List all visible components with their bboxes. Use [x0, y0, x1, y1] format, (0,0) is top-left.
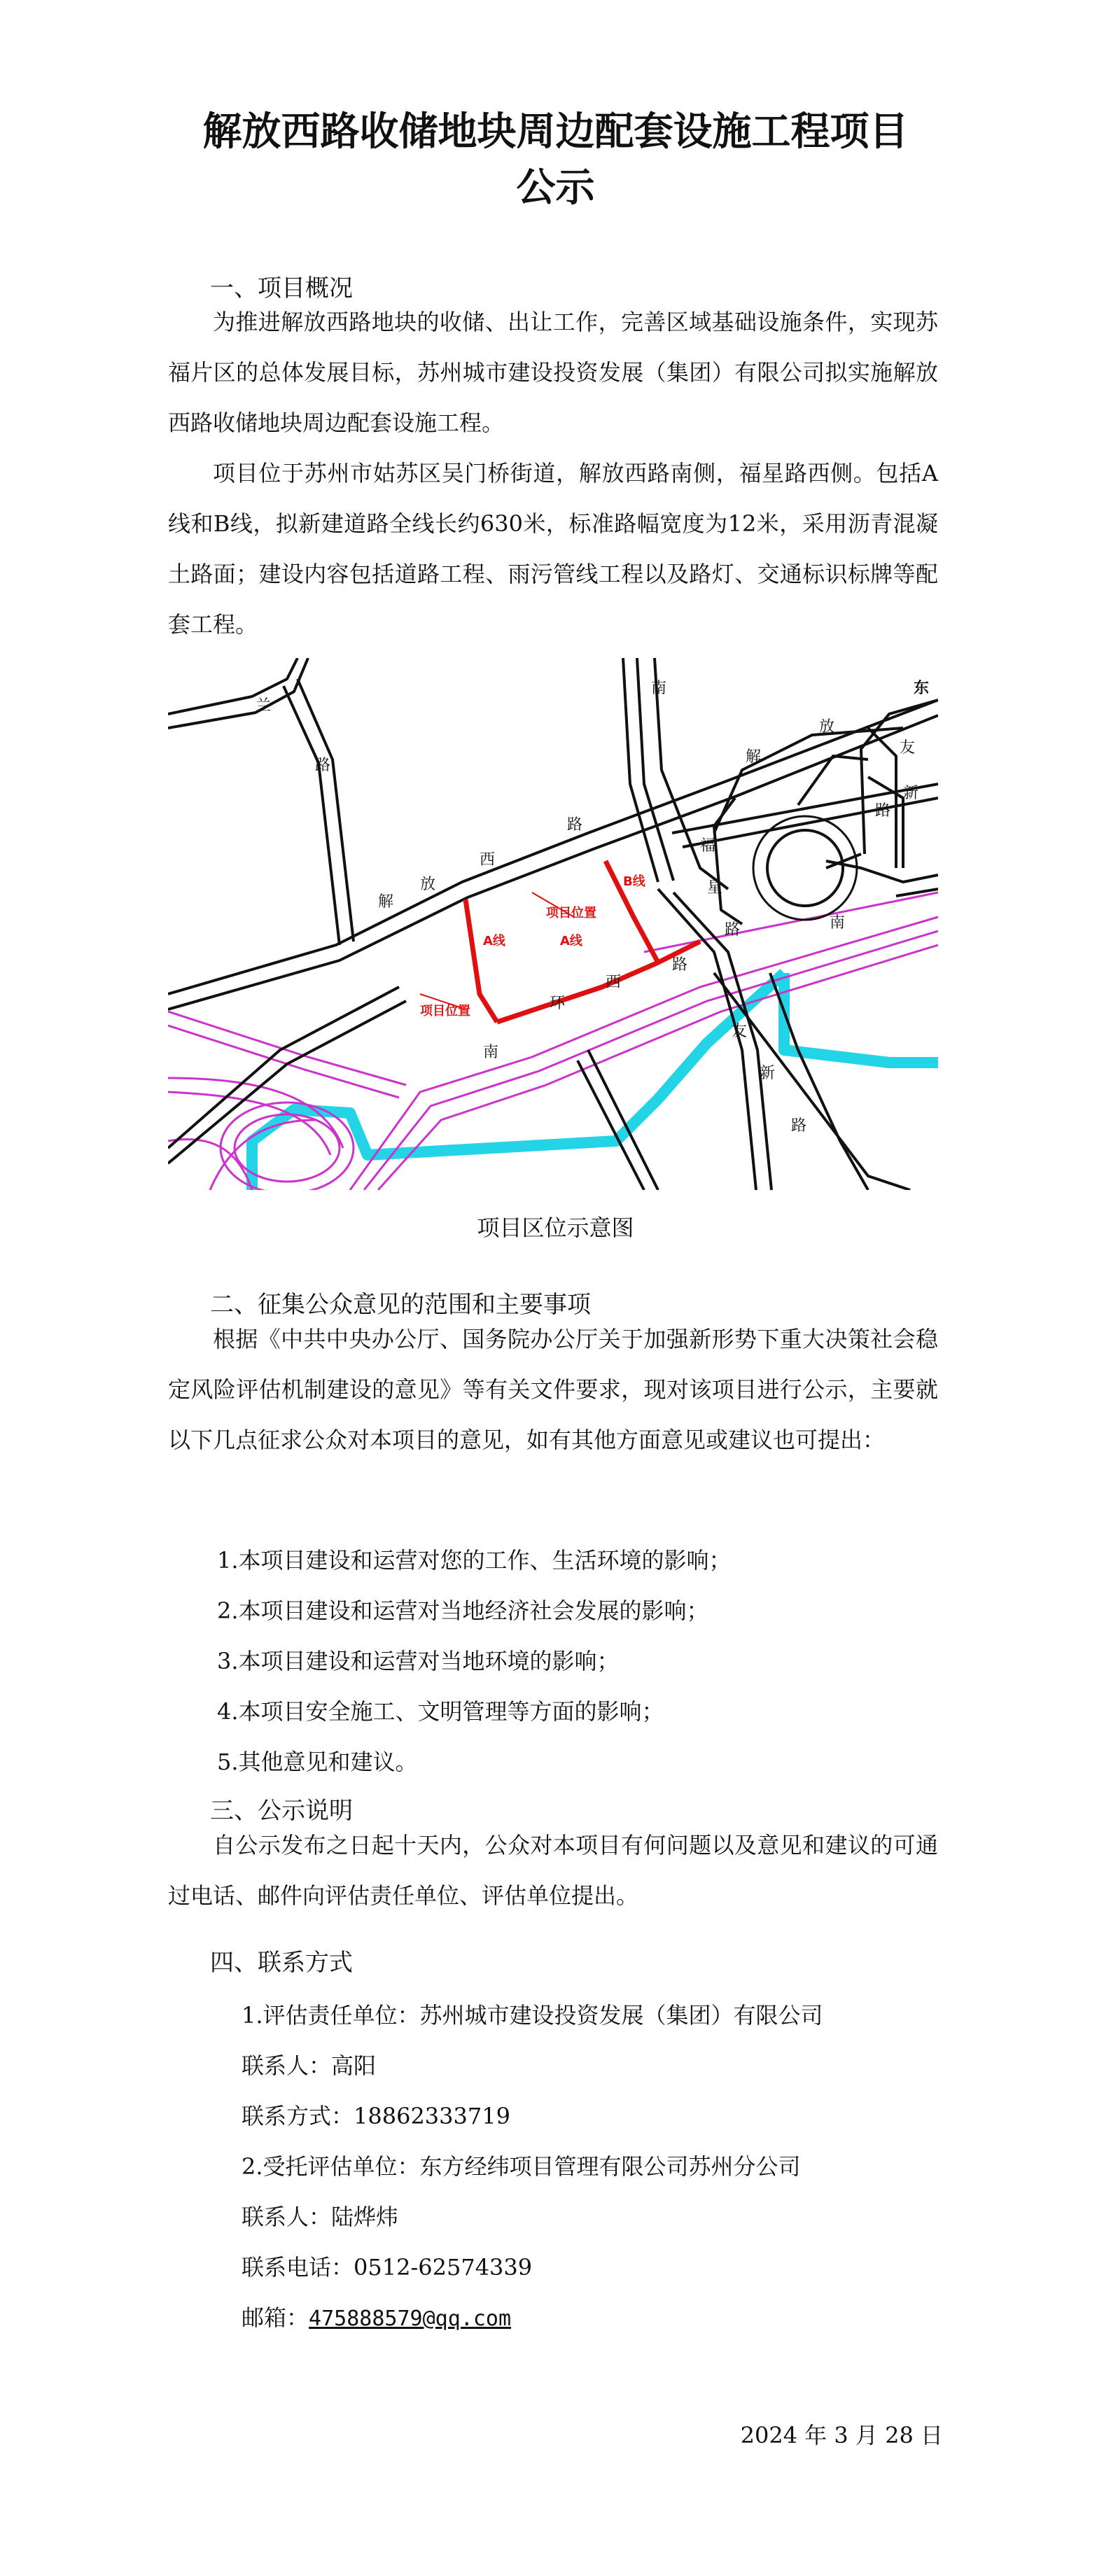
notice-paragraph: 自公示发布之日起十天内，公众对本项目有何问题以及意见和建议的可通过电话、邮件向评估责任单位、评估单位提出。 — [168, 1832, 938, 1909]
map-label: 路 — [315, 757, 331, 774]
contact-phone-2: 联系电话：0512-62574339 — [242, 2254, 533, 2281]
map-label: 星 — [707, 879, 723, 897]
map-drawing — [168, 658, 938, 1190]
map-label: 南 — [651, 680, 667, 697]
list-item: 2.本项目建设和运营对当地经济社会发展的影响； — [217, 1597, 709, 1624]
map-label: 放 — [819, 718, 835, 736]
map-label: 友 — [732, 1023, 748, 1040]
map-label: 新 — [760, 1065, 776, 1082]
email-link[interactable]: 475888579@qq.com — [309, 2306, 511, 2331]
map-label: 南 — [483, 1044, 499, 1061]
map-label: 西 — [606, 974, 622, 991]
project-location-map — [168, 658, 938, 1190]
map-label: 南 — [830, 914, 846, 932]
map-caption: 项目区位示意图 — [477, 1214, 634, 1241]
list-item: 3.本项目建设和运营对当地环境的影响； — [217, 1648, 620, 1674]
map-label-project: 项目位置 — [546, 906, 596, 920]
map-label: 路 — [875, 802, 891, 820]
map-label-line: A线 — [560, 934, 582, 948]
scope-paragraph: 根据《中共中央办公厅、国务院办公厅关于加强新形势下重大决策社会稳定风险评估机制建设的意见》等有关文件要求，现对该项目进行公示，主要就以下几点征求公众对本项目的意见，如有其他方面意见或建议也可提出： — [168, 1326, 938, 1453]
contact-unit-1: 1.评估责任单位：苏州城市建设投资发展（集团）有限公司 — [242, 2002, 823, 2029]
overview-paragraph-1: 为推进解放西路地块的收储、出让工作，完善区域基础设施条件，实现苏福片区的总体发展目标，苏州城市建设投资发展（集团）有限公司拟实施解放西路收储地块周边配套设施工程。 — [168, 309, 938, 436]
map-label: 路 — [791, 1117, 807, 1135]
map-label: 友 — [900, 739, 916, 757]
contact-unit-2: 2.受托评估单位：东方经纬项目管理有限公司苏州分公司 — [242, 2153, 801, 2180]
map-label-project: 项目位置 — [420, 1004, 470, 1018]
map-label: 环 — [550, 995, 566, 1012]
page-title: 解放西路收储地块周边配套设施工程项目 — [202, 108, 909, 155]
contact-person-2: 联系人：陆烨炜 — [242, 2204, 399, 2230]
contact-email-row — [242, 2301, 511, 2336]
section-heading-contact: 四、联系方式 — [210, 1949, 353, 1977]
map-label: 解 — [378, 893, 394, 911]
map-label-line: B线 — [623, 874, 645, 889]
map-label: 路 — [672, 956, 688, 974]
list-item: 4.本项目安全施工、文明管理等方面的影响； — [217, 1698, 664, 1725]
list-item: 5.其他意见和建议。 — [217, 1749, 418, 1775]
map-label: 路 — [567, 816, 583, 834]
contact-phone-1: 联系方式：18862333719 — [242, 2103, 510, 2129]
map-label: 路 — [725, 921, 741, 939]
map-label-line: A线 — [483, 934, 505, 948]
map-label: 东 — [914, 679, 930, 697]
section-heading-notice: 三、公示说明 — [210, 1797, 353, 1825]
page-title-line2: 公示 — [516, 164, 595, 211]
contact-person-1: 联系人：高阳 — [242, 2052, 377, 2079]
publish-date: 2024 年 3 月 28 日 — [740, 2422, 943, 2449]
email-label: 邮箱： — [242, 2304, 309, 2331]
overview-paragraph-2: 项目位于苏州市姑苏区吴门桥街道，解放西路南侧，福星路西侧。包括A线和B线，拟新建道路全线长约630米，标准路幅宽度为12米，采用沥青混凝土路面；建设内容包括道路工程、雨污管线工程以及路灯、交通标识标牌等配套工程。 — [168, 460, 938, 638]
map-label: 兰 — [256, 697, 272, 715]
map-label: 解 — [746, 748, 762, 766]
section-heading-overview: 一、项目概况 — [210, 274, 353, 302]
map-label: 西 — [480, 851, 496, 869]
map-label: 新 — [903, 785, 919, 802]
map-label: 放 — [420, 876, 436, 893]
map-label: 福 — [700, 837, 716, 855]
list-item: 1.本项目建设和运营对您的工作、生活环境的影响； — [217, 1547, 732, 1574]
section-heading-scope: 二、征集公众意见的范围和主要事项 — [210, 1291, 591, 1319]
